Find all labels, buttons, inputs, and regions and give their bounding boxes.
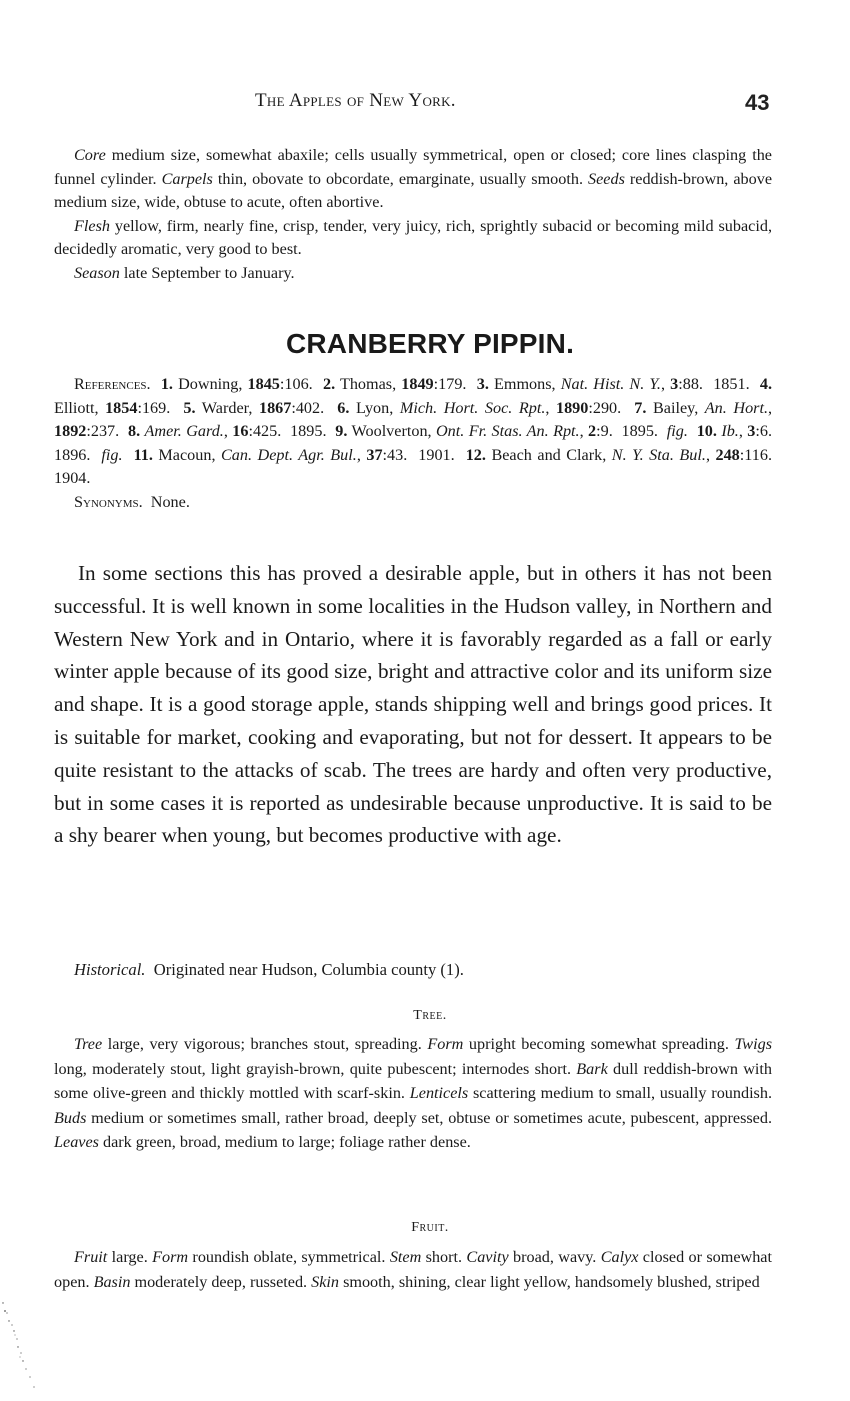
reference-num: 12. bbox=[465, 445, 486, 464]
seeds-label: Seeds bbox=[588, 169, 625, 188]
reference-item bbox=[161, 375, 323, 393]
references-paragraph bbox=[54, 373, 781, 491]
reference-ital: Ib. bbox=[721, 422, 739, 440]
season-label: Season bbox=[74, 263, 120, 282]
reference-vol: 3 bbox=[670, 375, 679, 393]
reference-num: 2. bbox=[322, 375, 336, 393]
reference-page: :425. 1895. bbox=[248, 422, 336, 440]
reference-item bbox=[183, 399, 337, 417]
reference-page: :116. 1904. bbox=[54, 445, 781, 487]
reference-item bbox=[128, 422, 335, 440]
reference-num: 10. bbox=[696, 422, 717, 440]
bark-text: dull reddish-brown with some olive-green and thickly mottled with scarf-skin. bbox=[54, 1059, 772, 1103]
cavity-label: Cavity bbox=[466, 1248, 509, 1266]
reference-num: 7. bbox=[634, 398, 647, 417]
reference-page: :237. bbox=[86, 422, 128, 440]
synonyms-label: Synonyms. bbox=[74, 492, 143, 511]
reference-num: 8. bbox=[127, 422, 141, 440]
reference-vol: 3 bbox=[747, 422, 756, 440]
reference-ital: Mich. Hort. Soc. Rpt. bbox=[399, 398, 546, 417]
flesh-label: Flesh bbox=[74, 216, 110, 235]
stem-text: short. bbox=[421, 1248, 467, 1266]
bark-label: Bark bbox=[576, 1059, 608, 1078]
core-label: Core bbox=[74, 146, 106, 164]
reference-text: Downing, bbox=[172, 375, 248, 393]
reference-page: :43. 1901. bbox=[382, 445, 466, 464]
reference-num: 4. bbox=[759, 375, 773, 393]
reference-vol: 16 bbox=[232, 422, 249, 440]
cavity-text: broad, wavy. bbox=[508, 1248, 601, 1266]
buds-text: medium or sometimes small, rather broad, deeply set, obtuse or sometimes acute, pubescent, appressed. bbox=[86, 1108, 772, 1127]
references-label: References. bbox=[74, 375, 151, 393]
reference-after: , bbox=[579, 422, 589, 440]
reference-ital: N. Y. Sta. Bul. bbox=[611, 445, 706, 464]
basin-text: moderately deep, russeted. bbox=[130, 1272, 312, 1291]
reference-vol: 37 bbox=[366, 445, 383, 464]
reference-vol: 2 bbox=[588, 422, 597, 440]
leaves-label: Leaves bbox=[54, 1133, 99, 1152]
basin-label: Basin bbox=[93, 1272, 131, 1291]
reference-page: :6. 1896. bbox=[54, 422, 781, 464]
tree-heading: Tree. bbox=[413, 1008, 447, 1023]
reference-fig: fig. bbox=[101, 445, 123, 464]
tree-text: large, very vigorous; branches stout, spreading. bbox=[102, 1035, 428, 1053]
carpels-label: Carpels bbox=[161, 169, 213, 188]
reference-text: Beach and Clark, bbox=[485, 445, 612, 464]
reference-text: Lyon, bbox=[349, 398, 400, 417]
reference-page: :179. bbox=[433, 375, 477, 393]
reference-text: Bailey, bbox=[646, 398, 705, 417]
tree-form-text: upright becoming somewhat spreading. bbox=[463, 1035, 735, 1053]
reference-after: , bbox=[356, 445, 367, 464]
reference-year: 1849 bbox=[401, 375, 434, 393]
reference-after: , bbox=[223, 422, 233, 440]
synonyms-text: None. bbox=[142, 492, 190, 511]
page-number: 43 bbox=[745, 90, 770, 115]
reference-item bbox=[477, 375, 760, 393]
reference-text: Elliott, bbox=[54, 375, 777, 417]
reference-text: Macoun, bbox=[152, 445, 221, 464]
reference-text: Emmons, bbox=[488, 375, 561, 393]
historical-text: Originated near Hudson, Columbia county (1). bbox=[145, 960, 464, 979]
reference-year: 1854 bbox=[105, 398, 138, 417]
season-text: late September to January. bbox=[119, 263, 295, 282]
core-text: medium size, somewhat abaxile; cells usually symmetrical, open or closed; core lines clasping the funnel cylinder. bbox=[54, 146, 772, 188]
reference-trail bbox=[123, 446, 134, 464]
reference-text: Thomas, bbox=[335, 375, 402, 393]
preceding-variety-description bbox=[54, 144, 772, 285]
reference-num: 6. bbox=[337, 398, 350, 417]
reference-vol: 248 bbox=[715, 445, 740, 464]
description-paragraph: In some sections this has proved a desirable apple, but in others it has not been successful. It is well known in some localities in the Hudson valley, in Northern and Western New York and in Ontario, where it is favorably regarded as a fall or early winter apple because of its good size, bright and attractive color and its uniform size and shape. It is a good storage apple, stands shipping well and brings good prices. It is suitable for market, cooking and evaporating, but not for dessert. It appears to be quite resistant to the attacks of scab. The trees are hardy and often very productive, but in some cases it is reported as undesirable because unproductive. It is said to be a shy bearer when young, but becomes productive with age. bbox=[54, 561, 772, 848]
stem-label: Stem bbox=[389, 1248, 422, 1266]
calyx-text: closed or somewhat open. bbox=[54, 1248, 772, 1291]
skin-text: smooth, shining, clear light yellow, handsomely blushed, striped bbox=[339, 1272, 760, 1291]
tree-label: Tree bbox=[74, 1035, 103, 1053]
reference-after: , bbox=[768, 398, 777, 417]
twigs-label: Twigs bbox=[734, 1035, 772, 1053]
fruit-text: large. bbox=[107, 1248, 153, 1266]
carpels-text: thin, obovate to obcordate, emarginate, usually smooth. bbox=[212, 169, 589, 188]
reference-item bbox=[134, 446, 466, 464]
reference-num: 11. bbox=[133, 445, 153, 464]
reference-page: :290. bbox=[588, 398, 635, 417]
twigs-text: long, moderately stout, light grayish-brown, quite pubescent; internodes short. bbox=[54, 1059, 577, 1078]
reference-item bbox=[323, 375, 477, 393]
reference-item bbox=[337, 399, 634, 417]
flesh-paragraph bbox=[54, 215, 772, 262]
scan-margin-specks bbox=[0, 1295, 40, 1395]
reference-ital: Can. Dept. Agr. Bul. bbox=[221, 445, 357, 464]
reference-num: 1. bbox=[160, 375, 173, 393]
season-paragraph bbox=[54, 262, 772, 286]
calyx-label: Calyx bbox=[600, 1248, 639, 1266]
lenticels-text: scattering medium to small, usually roundish. bbox=[468, 1084, 773, 1103]
reference-num: 9. bbox=[335, 422, 348, 440]
reference-trail bbox=[688, 422, 697, 440]
flesh-text: yellow, firm, nearly fine, crisp, tender, very juicy, rich, sprightly subacid or becoming mild subacid, decidedly aromatic, very good to best. bbox=[54, 216, 772, 258]
seeds-text: reddish-brown, above medium size, wide, obtuse to acute, often abortive. bbox=[54, 169, 773, 211]
fruit-paragraph bbox=[54, 1245, 772, 1294]
synonyms-paragraph bbox=[54, 491, 772, 515]
fruit-form-text: roundish oblate, symmetrical. bbox=[188, 1248, 390, 1266]
skin-label: Skin bbox=[311, 1272, 340, 1291]
reference-page: :169. bbox=[137, 398, 184, 417]
leaves-text: dark green, broad, medium to large; foliage rather dense. bbox=[98, 1133, 471, 1152]
fruit-form-label: Form bbox=[152, 1248, 189, 1266]
tree-paragraph bbox=[54, 1032, 772, 1155]
fruit-label: Fruit bbox=[74, 1248, 108, 1266]
reference-ital: Ont. Fr. Stas. An. Rpt. bbox=[435, 422, 580, 440]
reference-num: 3. bbox=[476, 375, 489, 393]
reference-year: 1845 bbox=[247, 375, 280, 393]
reference-year: 1892 bbox=[54, 422, 87, 440]
reference-page: :402. bbox=[291, 398, 338, 417]
reference-after: , bbox=[705, 445, 716, 464]
reference-after: , bbox=[660, 375, 671, 393]
historical-block bbox=[54, 958, 772, 982]
tree-description bbox=[54, 1032, 772, 1155]
reference-fig: fig. bbox=[666, 422, 688, 440]
historical-label: Historical. bbox=[74, 960, 146, 979]
reference-text: Warder, bbox=[195, 398, 259, 417]
core-paragraph bbox=[54, 144, 772, 215]
reference-ital: Amer. Gard. bbox=[144, 422, 224, 440]
reference-after: , bbox=[545, 398, 556, 417]
fruit-description bbox=[54, 1245, 772, 1294]
reference-item bbox=[335, 422, 696, 440]
reference-ital: An. Hort. bbox=[704, 398, 769, 417]
variety-title: CRANBERRY PIPPIN. bbox=[285, 328, 575, 359]
reference-page: :88. 1851. bbox=[678, 375, 760, 393]
reference-ital: Nat. Hist. N. Y. bbox=[560, 375, 661, 393]
variety-description bbox=[54, 557, 772, 852]
tree-form-label: Form bbox=[427, 1035, 464, 1053]
running-title: The Apples of New York. bbox=[255, 90, 456, 111]
reference-year: 1890 bbox=[555, 398, 589, 417]
reference-page: :106. bbox=[279, 375, 323, 393]
running-head bbox=[0, 88, 850, 118]
historical-paragraph bbox=[54, 958, 772, 982]
reference-page: :9. 1895. bbox=[596, 422, 667, 440]
buds-label: Buds bbox=[54, 1108, 87, 1127]
references-block bbox=[54, 373, 781, 514]
reference-after: , bbox=[738, 422, 748, 440]
reference-year: 1867 bbox=[258, 398, 292, 417]
reference-text: Woolverton, bbox=[347, 422, 436, 440]
lenticels-label: Lenticels bbox=[409, 1084, 469, 1103]
fruit-heading: Fruit. bbox=[411, 1220, 449, 1235]
reference-num: 5. bbox=[183, 398, 196, 417]
